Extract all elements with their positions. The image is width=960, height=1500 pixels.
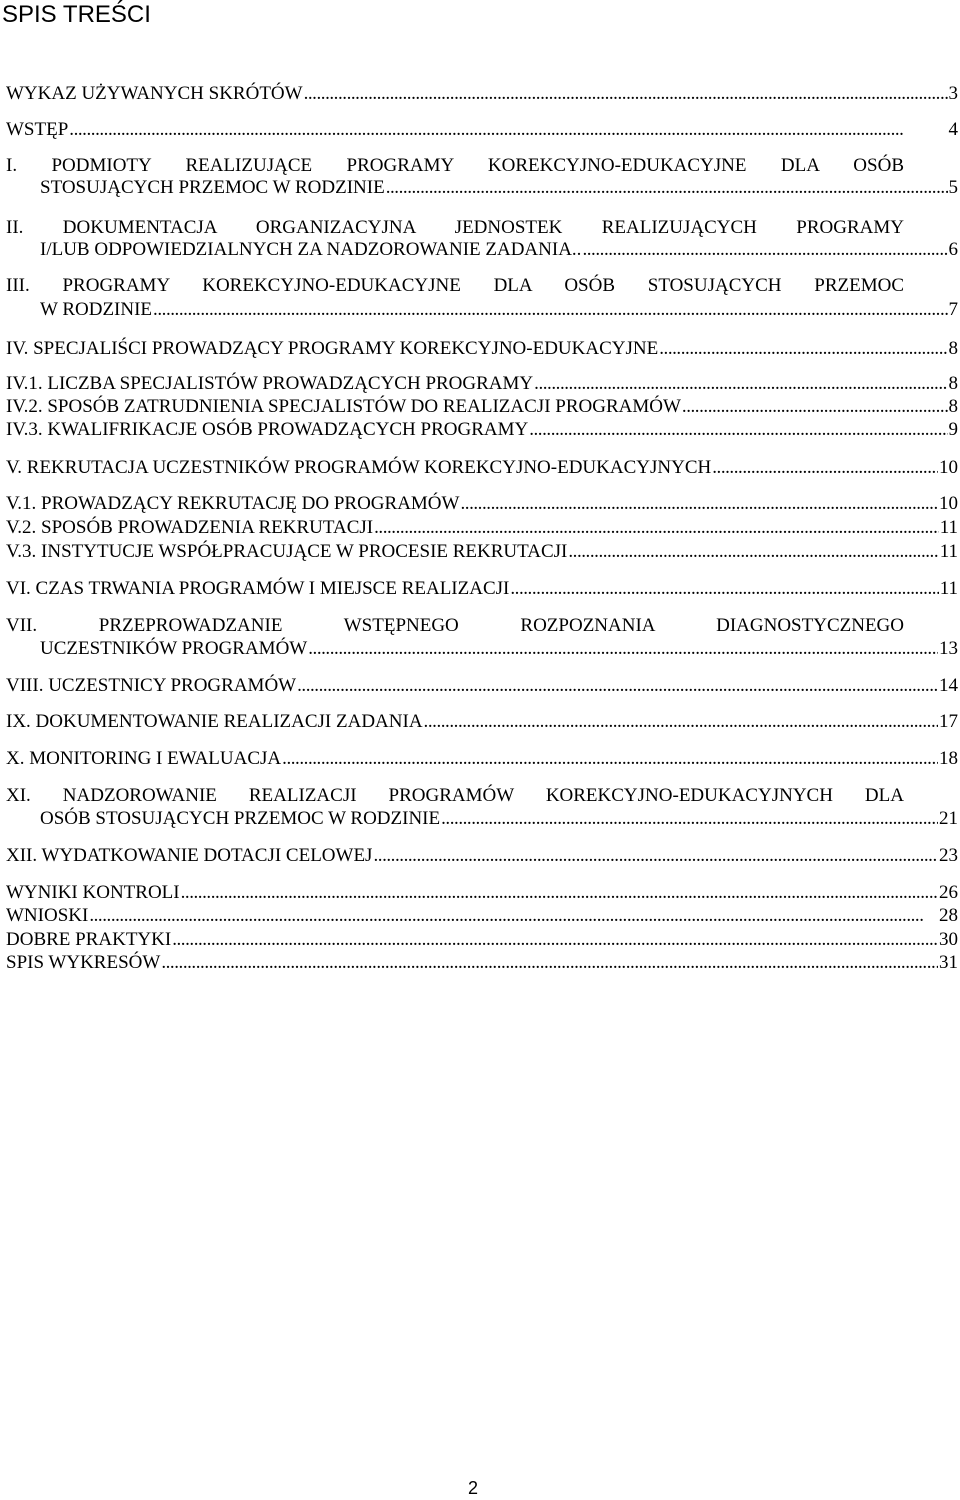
toc-entry-section-v-3[interactable]: [6, 541, 958, 563]
toc-entry-section-iii[interactable]: [40, 299, 958, 321]
toc-entry-label: V. REKRUTACJA UCZESTNIKÓW PROGRAMÓW KOREKCYJNO-EDUKACYJNYCH: [6, 457, 712, 478]
toc-entry-page: 13: [939, 638, 958, 659]
toc-entry-label: OSÓB STOSUJĄCYCH PRZEMOC W RODZINIE: [40, 808, 441, 829]
toc-entry-page: 11: [939, 517, 958, 538]
toc-entry-page: 21: [939, 808, 958, 829]
toc-entry-page: 28: [939, 905, 958, 926]
toc-entry-label: W RODZINIE: [40, 299, 153, 320]
page-number: 2: [468, 1478, 479, 1498]
toc-entry-section-viii[interactable]: [6, 675, 958, 697]
toc-entry-section-vi[interactable]: [6, 578, 958, 600]
toc-entry-page: 31: [939, 952, 958, 973]
toc-entry-label: X. MONITORING I EWALUACJA: [6, 748, 282, 769]
toc-entry-label: I/LUB ODPOWIEDZIALNYCH ZA NADZOROWANIE ZADANIA..: [40, 239, 582, 260]
dot-leader: [373, 845, 938, 867]
dot-leader: [69, 119, 947, 141]
toc-entry-section-x[interactable]: [6, 748, 958, 770]
dot-leader: [308, 638, 938, 660]
toc-entry-page: 18: [939, 748, 958, 769]
dot-leader: [682, 396, 948, 418]
toc-entry-page: 4: [948, 119, 958, 140]
toc-entry-page: 23: [939, 845, 958, 866]
toc-entry-page: 6: [948, 239, 958, 260]
toc-entry-label: VIII. UCZESTNICY PROGRAMÓW: [6, 675, 297, 696]
toc-entry-page: 10: [939, 457, 958, 478]
toc-entry-page: 11: [939, 578, 958, 599]
toc-entry-label: WSTĘP: [6, 119, 69, 140]
toc-entry-page: 14: [939, 675, 958, 696]
toc-entry-section-iv-3[interactable]: [6, 419, 958, 441]
toc-entry-section-iv-1[interactable]: [6, 373, 958, 395]
toc-entry-inspection-results[interactable]: [6, 882, 958, 904]
toc-entry-section-xii[interactable]: [6, 845, 958, 867]
toc-entry-label: WYKAZ UŻYWANYCH SKRÓTÓW: [6, 83, 303, 104]
toc-entry-label: IV.1. LICZBA SPECJALISTÓW PROWADZĄCYCH PROGRAMY: [6, 373, 534, 394]
toc-entry-conclusions[interactable]: [6, 905, 958, 927]
toc-entry-label: STOSUJĄCYCH PRZEMOC W RODZINIE: [40, 177, 385, 198]
toc-entry-label-line1: III. PROGRAMY KOREKCYJNO-EDUKACYJNE DLA OSÓB STOSUJĄCYCH PRZEMOC: [6, 275, 904, 296]
toc-entry-label-line1: I. PODMIOTY REALIZUJĄCE PROGRAMY KOREKCYJNO-EDUKACYJNE DLA OSÓB: [6, 155, 904, 176]
toc-entry-list-of-charts[interactable]: [6, 952, 958, 974]
toc-entry-page: 3: [948, 83, 958, 104]
toc-entry-page: 30: [939, 929, 958, 950]
toc-entry-label: WNIOSKI: [6, 905, 89, 926]
toc-entry-label: V.2. SPOSÓB PROWADZENIA REKRUTACJI: [6, 517, 374, 538]
dot-leader: [510, 578, 938, 600]
toc-entry-abbreviations[interactable]: [6, 83, 958, 105]
toc-entry-page: 8: [948, 396, 958, 417]
toc-entry-section-v-2[interactable]: [6, 517, 958, 539]
toc-entry-section-vii[interactable]: [40, 638, 958, 660]
toc-entry-section-iv[interactable]: [6, 338, 958, 360]
toc-entry-page: 7: [948, 299, 958, 320]
toc-entry-section-v-1[interactable]: [6, 493, 958, 515]
dot-leader: [282, 748, 938, 770]
toc-entry-label: IV.2. SPOSÓB ZATRUDNIENIA SPECJALISTÓW DO REALIZACJI PROGRAMÓW: [6, 396, 681, 417]
toc-entry-section-xi[interactable]: [40, 808, 958, 830]
page-title: SPIS TREŚCI: [2, 1, 151, 28]
dot-leader: [374, 517, 939, 539]
dot-leader: [529, 419, 947, 441]
toc-entry-label: IV.3. KWALIFRIKACJE OSÓB PROWADZĄCYCH PROGRAMY: [6, 419, 529, 440]
toc-entry-section-ii[interactable]: [40, 239, 958, 261]
dot-leader: [460, 493, 938, 515]
dot-leader: [386, 177, 948, 199]
toc-entry-label: SPIS WYKRESÓW: [6, 952, 161, 973]
toc-entry-label: WYNIKI KONTROLI: [6, 882, 180, 903]
toc-entry-label-line1: XI. NADZOROWANIE REALIZACJI PROGRAMÓW KOREKCYJNO-EDUKACYJNYCH DLA: [6, 785, 904, 806]
toc-entry-section-v[interactable]: [6, 457, 958, 479]
toc-entry-label: IX. DOKUMENTOWANIE REALIZACJI ZADANIA: [6, 711, 423, 732]
toc-entry-section-ix[interactable]: [6, 711, 958, 733]
toc-entry-page: 26: [939, 882, 958, 903]
dot-leader: [568, 541, 938, 563]
dot-leader: [181, 882, 938, 904]
toc-entry-label: V.1. PROWADZĄCY REKRUTACJĘ DO PROGRAMÓW: [6, 493, 460, 514]
toc-entry-good-practices[interactable]: [6, 929, 958, 951]
toc-entry-label-line1: VII. PRZEPROWADZANIE WSTĘPNEGO ROZPOZNANIA DIAGNOSTYCZNEGO: [6, 615, 904, 636]
toc-entry-page: 8: [948, 373, 958, 394]
toc-entry-section-i[interactable]: [40, 177, 958, 199]
dot-leader: [534, 373, 947, 395]
dot-leader: [441, 808, 938, 830]
dot-leader: [89, 905, 938, 927]
toc-entry-page: 17: [939, 711, 958, 732]
toc-entry-label: VI. CZAS TRWANIA PROGRAMÓW I MIEJSCE REALIZACJI: [6, 578, 510, 599]
dot-leader: [659, 338, 947, 360]
dot-leader: [424, 711, 938, 733]
toc-entry-page: 8: [948, 338, 958, 359]
toc-entry-label: V.3. INSTYTUCJE WSPÓŁPRACUJĄCE W PROCESIE REKRUTACJI: [6, 541, 568, 562]
toc-entry-page: 11: [939, 541, 958, 562]
toc-entry-page: 9: [948, 419, 958, 440]
toc-entry-introduction[interactable]: [6, 119, 958, 141]
dot-leader: [161, 952, 938, 974]
toc-entry-section-iv-2[interactable]: [6, 396, 958, 418]
toc-entry-label: XII. WYDATKOWANIE DOTACJI CELOWEJ: [6, 845, 373, 866]
toc-entry-label: DOBRE PRAKTYKI: [6, 929, 172, 950]
toc-entry-label-line1: II. DOKUMENTACJA ORGANIZACYJNA JEDNOSTEK REALIZUJĄCYCH PROGRAMY: [6, 217, 904, 238]
dot-leader: [582, 239, 947, 261]
toc-entry-label: UCZESTNIKÓW PROGRAMÓW: [40, 638, 308, 659]
dot-leader: [153, 299, 947, 321]
dot-leader: [712, 457, 938, 479]
toc-entry-page: 5: [948, 177, 958, 198]
dot-leader: [172, 929, 938, 951]
dot-leader: [297, 675, 938, 697]
toc-entry-label: IV. SPECJALIŚCI PROWADZĄCY PROGRAMY KOREKCYJNO-EDUKACYJNE: [6, 338, 659, 359]
dot-leader: [304, 83, 948, 105]
toc-entry-page: 10: [939, 493, 958, 514]
